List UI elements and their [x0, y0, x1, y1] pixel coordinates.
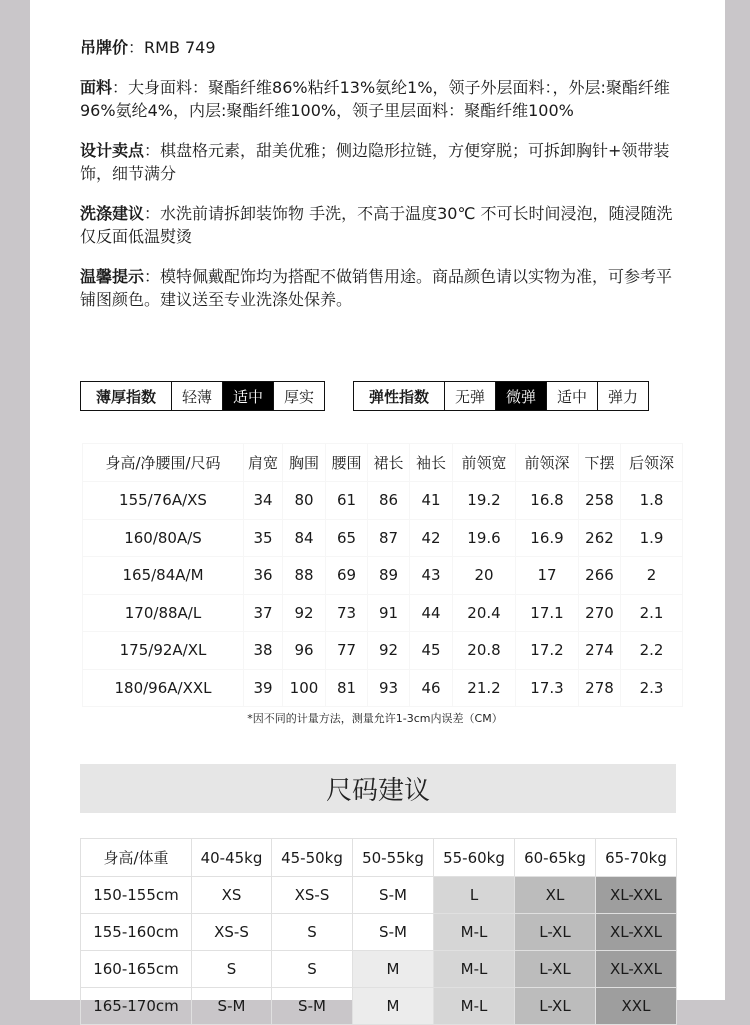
- elasticity-index: [353, 381, 649, 411]
- elasticity-option: 无弹: [444, 382, 495, 410]
- thickness-index: [80, 381, 325, 411]
- size-table-header: 身高/净腰围/尺码 肩宽 胸围 腰围 裙长 袖长 前领宽 前领深 下摆 后领深: [83, 444, 683, 482]
- elasticity-option-selected: 微弹: [495, 382, 546, 410]
- thickness-option: 厚实: [273, 382, 324, 410]
- elasticity-title: 弹性指数: [368, 387, 429, 406]
- info-price: 吊牌价：RMB 749: [80, 38, 216, 57]
- size-table: [82, 443, 683, 707]
- info-design: 设计卖点：棋盘格元素，甜美优雅；侧边隐形拉链，方便穿脱；可拆卸胸针+领带装饰，细节满分: [80, 141, 670, 183]
- table-row: 150-155cm XS XS-S S-M L XL XL-XXL: [81, 877, 677, 914]
- table-row: 165/84A/M 36 88 69 89 43 20 17 266 2: [83, 557, 683, 595]
- thickness-title: 薄厚指数: [95, 387, 156, 406]
- table-row: 165-170cm S-M S-M M M-L L-XL XXL: [81, 988, 677, 1025]
- table-row: 160/80A/S 35 84 65 87 42 19.6 16.9 262 1.9: [83, 519, 683, 557]
- size-recommendation-banner: 尺码建议: [80, 764, 676, 813]
- measurement-note: *因不同的计量方法，测量允许1-3cm内误差（CM）: [247, 712, 503, 725]
- thickness-option-selected: 适中: [222, 382, 273, 410]
- size-recommendation-table: [80, 838, 677, 1025]
- thickness-option: 轻薄: [171, 382, 222, 410]
- info-fabric: 面料：大身面料：聚酯纤维86%粘纤13%氨纶1%，领子外层面料：，外层:聚酯纤维96%氨纶4%，内层:聚酯纤维100%，领子里层面料：聚酯纤维100%: [80, 78, 670, 120]
- info-tips: 温馨提示：模特佩戴配饰均为搭配不做销售用途。商品颜色请以实物为准，可参考平铺图颜色。建议送至专业洗涤处保养。: [80, 267, 673, 309]
- elasticity-option: 适中: [546, 382, 597, 410]
- table-row: 160-165cm S S M M-L L-XL XL-XXL: [81, 951, 677, 988]
- rec-table-header: 身高/体重 40-45kg 45-50kg 50-55kg 55-60kg 60-65kg 65-70kg: [81, 839, 677, 877]
- table-row: 155-160cm XS-S S S-M M-L L-XL XL-XXL: [81, 914, 677, 951]
- product-info: [80, 36, 680, 328]
- elasticity-option: 弹力: [597, 382, 648, 410]
- table-row: 170/88A/L 37 92 73 91 44 20.4 17.1 270 2.1: [83, 594, 683, 632]
- table-row: 175/92A/XL 38 96 77 92 45 20.8 17.2 274 2.2: [83, 632, 683, 670]
- table-row: 180/96A/XXL 39 100 81 93 46 21.2 17.3 278 2.3: [83, 669, 683, 707]
- table-row: 155/76A/XS 34 80 61 86 41 19.2 16.8 258 1.8: [83, 482, 683, 520]
- info-washing: 洗涤建议：水洗前请拆卸装饰物 手洗，不高于温度30℃ 不可长时间浸泡，随浸随洗 仅反面低温熨烫: [80, 204, 673, 246]
